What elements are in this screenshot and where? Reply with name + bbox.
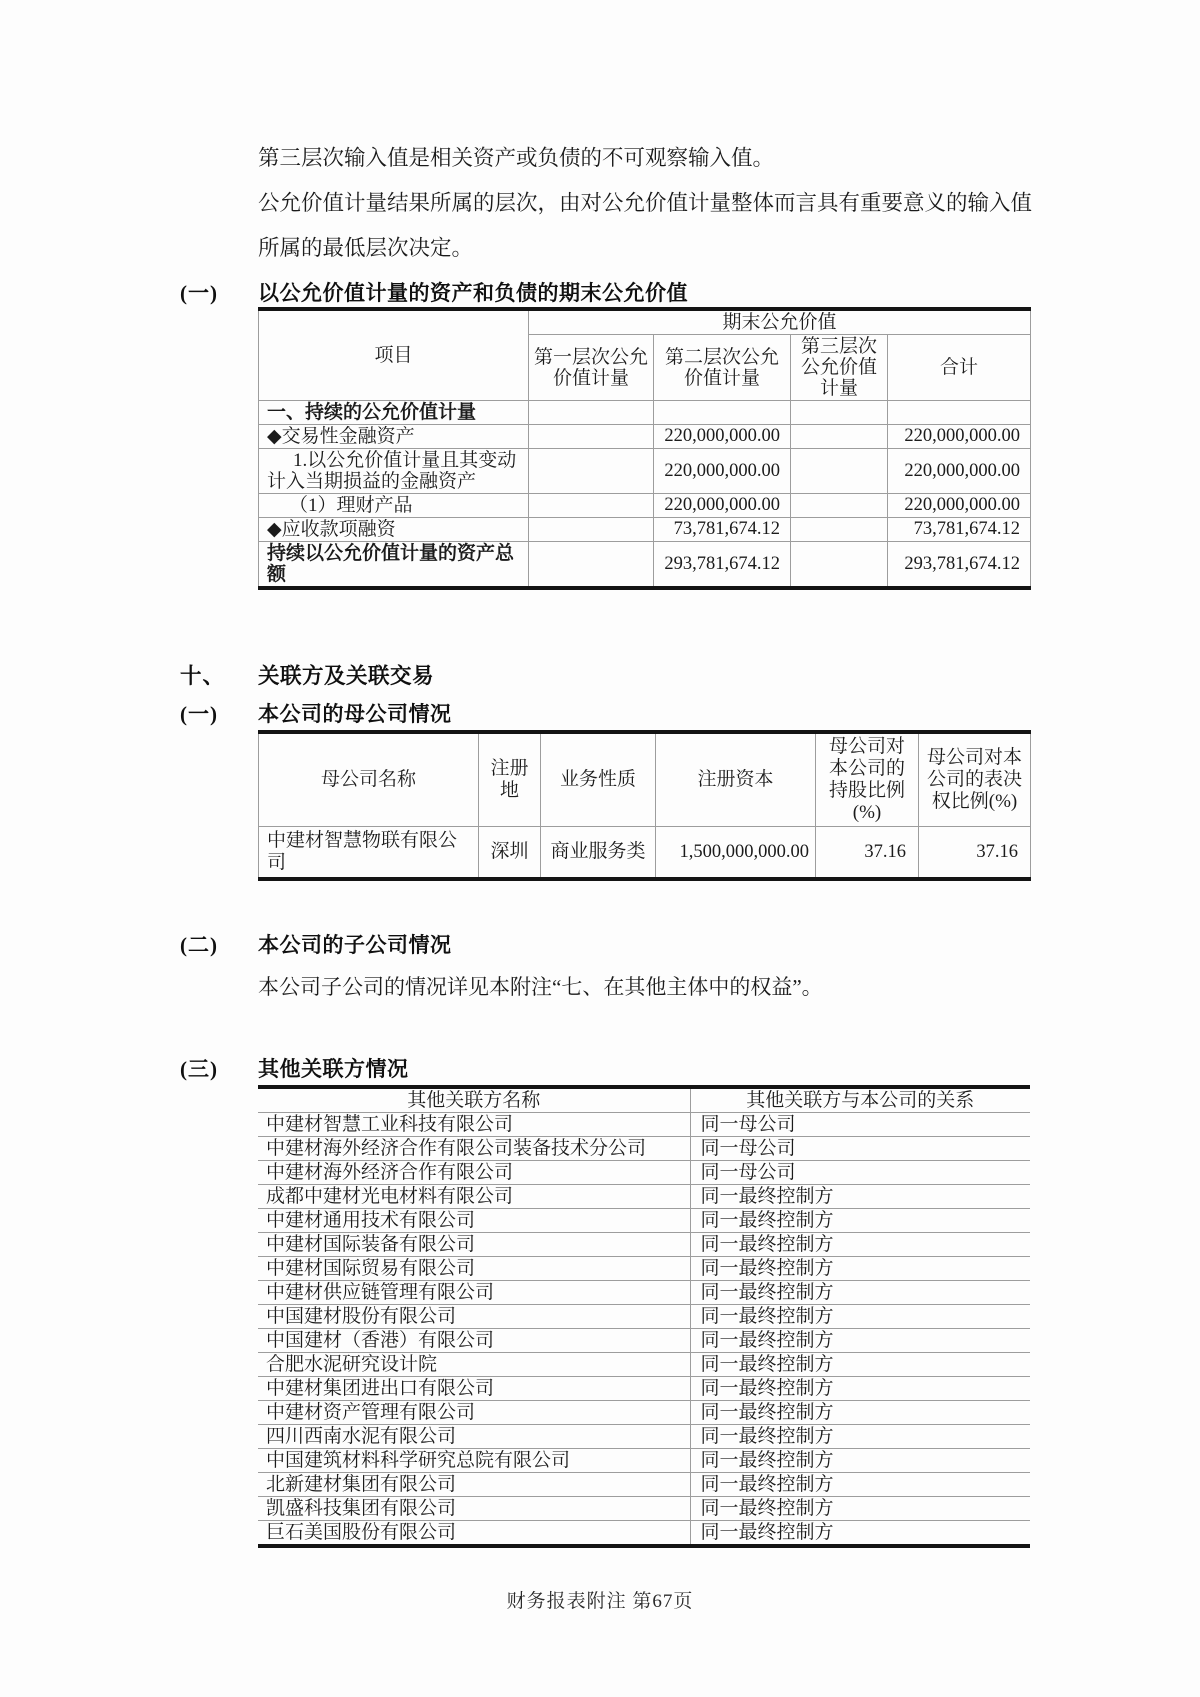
related-party-name: 中建材资产管理有限公司 [258,1400,690,1424]
related-party-relationship: 同一最终控制方 [690,1304,1030,1328]
table-row [258,1400,1030,1424]
related-party-relationship: 同一最终控制方 [690,1208,1030,1232]
row-item-label: 一、持续的公允价值计量 [259,401,529,425]
col-header-level1: 第一层次公允价值计量 [529,335,654,401]
related-party-name: 四川西南水泥有限公司 [258,1424,690,1448]
table-row [259,494,1031,518]
table-row [259,827,1031,879]
related-party-name: 中建材国际贸易有限公司 [258,1256,690,1280]
related-party-relationship: 同一最终控制方 [690,1352,1030,1376]
other-related-parties-table [258,1085,1030,1548]
related-party-relationship: 同一最终控制方 [690,1280,1030,1304]
table-row [259,542,1031,589]
col-header-related-name: 其他关联方名称 [258,1087,690,1113]
related-party-name: 中建材集团进出口有限公司 [258,1376,690,1400]
table-row [258,1208,1030,1232]
table-row [258,1520,1030,1546]
col-header-registered-place: 注册地 [479,732,541,827]
section-heading-subsidiaries [170,933,1030,957]
row-level2-value: 220,000,000.00 [654,425,791,449]
col-header-shareholding-pct: 母公司对本公司的持股比例(%) [816,732,919,827]
row-level1-value [529,494,654,518]
related-party-name: 巨石美国股份有限公司 [258,1520,690,1546]
related-party-name: 中建材国际装备有限公司 [258,1232,690,1256]
table-row [258,1496,1030,1520]
row-level2-value [654,401,791,425]
row-level2-value: 220,000,000.00 [654,494,791,518]
table-header-row [258,1087,1030,1113]
related-party-relationship: 同一母公司 [690,1160,1030,1184]
row-level2-value: 73,781,674.12 [654,518,791,542]
parent-registered-capital: 1,500,000,000.00 [656,827,816,879]
related-party-relationship: 同一最终控制方 [690,1256,1030,1280]
row-level3-value [791,518,888,542]
section-heading-parent-company [170,702,1030,726]
row-level3-value [791,542,888,589]
section-marker: (三) [180,1056,218,1081]
section-marker: 十、 [180,664,226,688]
col-header-level2: 第二层次公允价值计量 [654,335,791,401]
row-level2-value: 293,781,674.12 [654,542,791,589]
table-row [258,1256,1030,1280]
row-level1-value [529,518,654,542]
col-header-parent-name: 母公司名称 [259,732,479,827]
row-total-value: 220,000,000.00 [888,425,1031,449]
parent-name: 中建材智慧物联有限公司 [259,827,479,879]
row-item-label: 持续以公允价值计量的资产总额 [259,542,529,589]
related-party-relationship: 同一母公司 [690,1112,1030,1136]
row-level1-value [529,542,654,589]
parent-shareholding-pct: 37.16 [816,827,919,879]
related-party-relationship: 同一最终控制方 [690,1328,1030,1352]
related-party-name: 中建材海外经济合作有限公司装备技术分公司 [258,1136,690,1160]
section-marker: (一) [180,702,218,726]
row-total-value [888,401,1031,425]
related-party-name: 中国建材（香港）有限公司 [258,1328,690,1352]
table-row [259,449,1031,494]
related-party-relationship: 同一最终控制方 [690,1424,1030,1448]
table-row [259,401,1031,425]
row-total-value: 73,781,674.12 [888,518,1031,542]
section-marker: (二) [180,932,218,957]
related-party-relationship: 同一最终控制方 [690,1520,1030,1546]
section-marker: (一) [180,281,218,305]
related-party-relationship: 同一最终控制方 [690,1400,1030,1424]
row-level1-value [529,401,654,425]
col-header-total: 合计 [888,335,1031,401]
col-header-relationship: 其他关联方与本公司的关系 [746,1089,975,1111]
row-item-label: （1）理财产品 [259,494,529,518]
row-level3-value [791,401,888,425]
related-party-name: 凯盛科技集团有限公司 [258,1496,690,1520]
table-row [258,1472,1030,1496]
table-row [258,1352,1030,1376]
table-row [258,1328,1030,1352]
row-total-value: 220,000,000.00 [888,449,1031,494]
col-header-business-nature: 业务性质 [541,732,656,827]
section-title: 本公司的母公司情况 [258,702,452,726]
related-party-relationship: 同一最终控制方 [690,1184,1030,1208]
parent-registered-place: 深圳 [479,827,541,879]
page-footer: 财务报表附注 第67页 [506,1590,694,1612]
table-row [258,1376,1030,1400]
related-party-relationship: 同一最终控制方 [690,1472,1030,1496]
row-item-label: ◆交易性金融资产 [259,425,529,449]
row-level3-value [791,494,888,518]
related-party-relationship: 同一最终控制方 [690,1496,1030,1520]
col-header-level3: 第三层次公允价值计量 [791,335,888,401]
section-title: 本公司的子公司情况 [258,932,452,957]
section-heading-related-parties [170,664,1030,688]
section-title: 以公允价值计量的资产和负债的期末公允价值 [258,281,688,305]
related-party-name: 合肥水泥研究设计院 [258,1352,690,1376]
intro-block [258,136,1040,271]
related-party-relationship: 同一最终控制方 [690,1448,1030,1472]
section-title: 关联方及关联交易 [258,664,435,688]
intro-paragraph-1: 第三层次输入值是相关资产或负债的不可观察输入值。 [258,146,775,170]
related-party-name: 中建材供应链管理有限公司 [258,1280,690,1304]
table-row [258,1232,1030,1256]
table-row [259,425,1031,449]
table-row [258,1424,1030,1448]
table-header-row [259,732,1031,827]
related-party-relationship: 同一母公司 [690,1136,1030,1160]
col-header-group: 期末公允价值 [529,309,1031,335]
section-heading-fair-value [170,281,1030,305]
related-party-name: 北新建材集团有限公司 [258,1472,690,1496]
row-total-value: 220,000,000.00 [888,494,1031,518]
table-header-row [259,309,1031,335]
subsidiaries-body-text: 本公司子公司的情况详见本附注“七、在其他主体中的权益”。 [258,974,823,999]
table-row [258,1112,1030,1136]
parent-company-table [258,730,1031,881]
parent-business-nature: 商业服务类 [541,827,656,879]
related-party-name: 中国建材股份有限公司 [258,1304,690,1328]
table-row [258,1184,1030,1208]
row-item-label: ◆应收款项融资 [259,518,529,542]
row-level2-value: 220,000,000.00 [654,449,791,494]
related-party-relationship: 同一最终控制方 [690,1376,1030,1400]
related-party-name: 中建材海外经济合作有限公司 [258,1160,690,1184]
table-row [258,1280,1030,1304]
related-party-name: 中建材通用技术有限公司 [258,1208,690,1232]
parent-voting-pct: 37.16 [919,827,1031,879]
table-row [258,1136,1030,1160]
col-header-item: 项目 [259,309,529,401]
fair-value-table [258,307,1031,590]
related-party-name: 中建材智慧工业科技有限公司 [258,1112,690,1136]
col-header-registered-capital: 注册资本 [656,732,816,827]
section-heading-other-related [170,1057,1030,1081]
row-total-value: 293,781,674.12 [888,542,1031,589]
row-level3-value [791,425,888,449]
row-level3-value [791,449,888,494]
table-row [258,1448,1030,1472]
row-item-label: 1.以公允价值计量且其变动计入当期损益的金融资产 [259,449,529,494]
related-party-name: 成都中建材光电材料有限公司 [258,1184,690,1208]
section-title: 其他关联方情况 [258,1056,409,1081]
row-level1-value [529,425,654,449]
table-row [258,1304,1030,1328]
table-row [259,518,1031,542]
related-party-relationship: 同一最终控制方 [690,1232,1030,1256]
row-level1-value [529,449,654,494]
table-row [258,1160,1030,1184]
related-party-name: 中国建筑材料科学研究总院有限公司 [258,1448,690,1472]
intro-paragraph-2: 公允价值计量结果所属的层次，由对公允价值计量整体而言具有重要意义的输入值所属的最低层次决定。 [258,191,1033,260]
col-header-voting-pct: 母公司对本公司的表决权比例(%) [919,732,1031,827]
